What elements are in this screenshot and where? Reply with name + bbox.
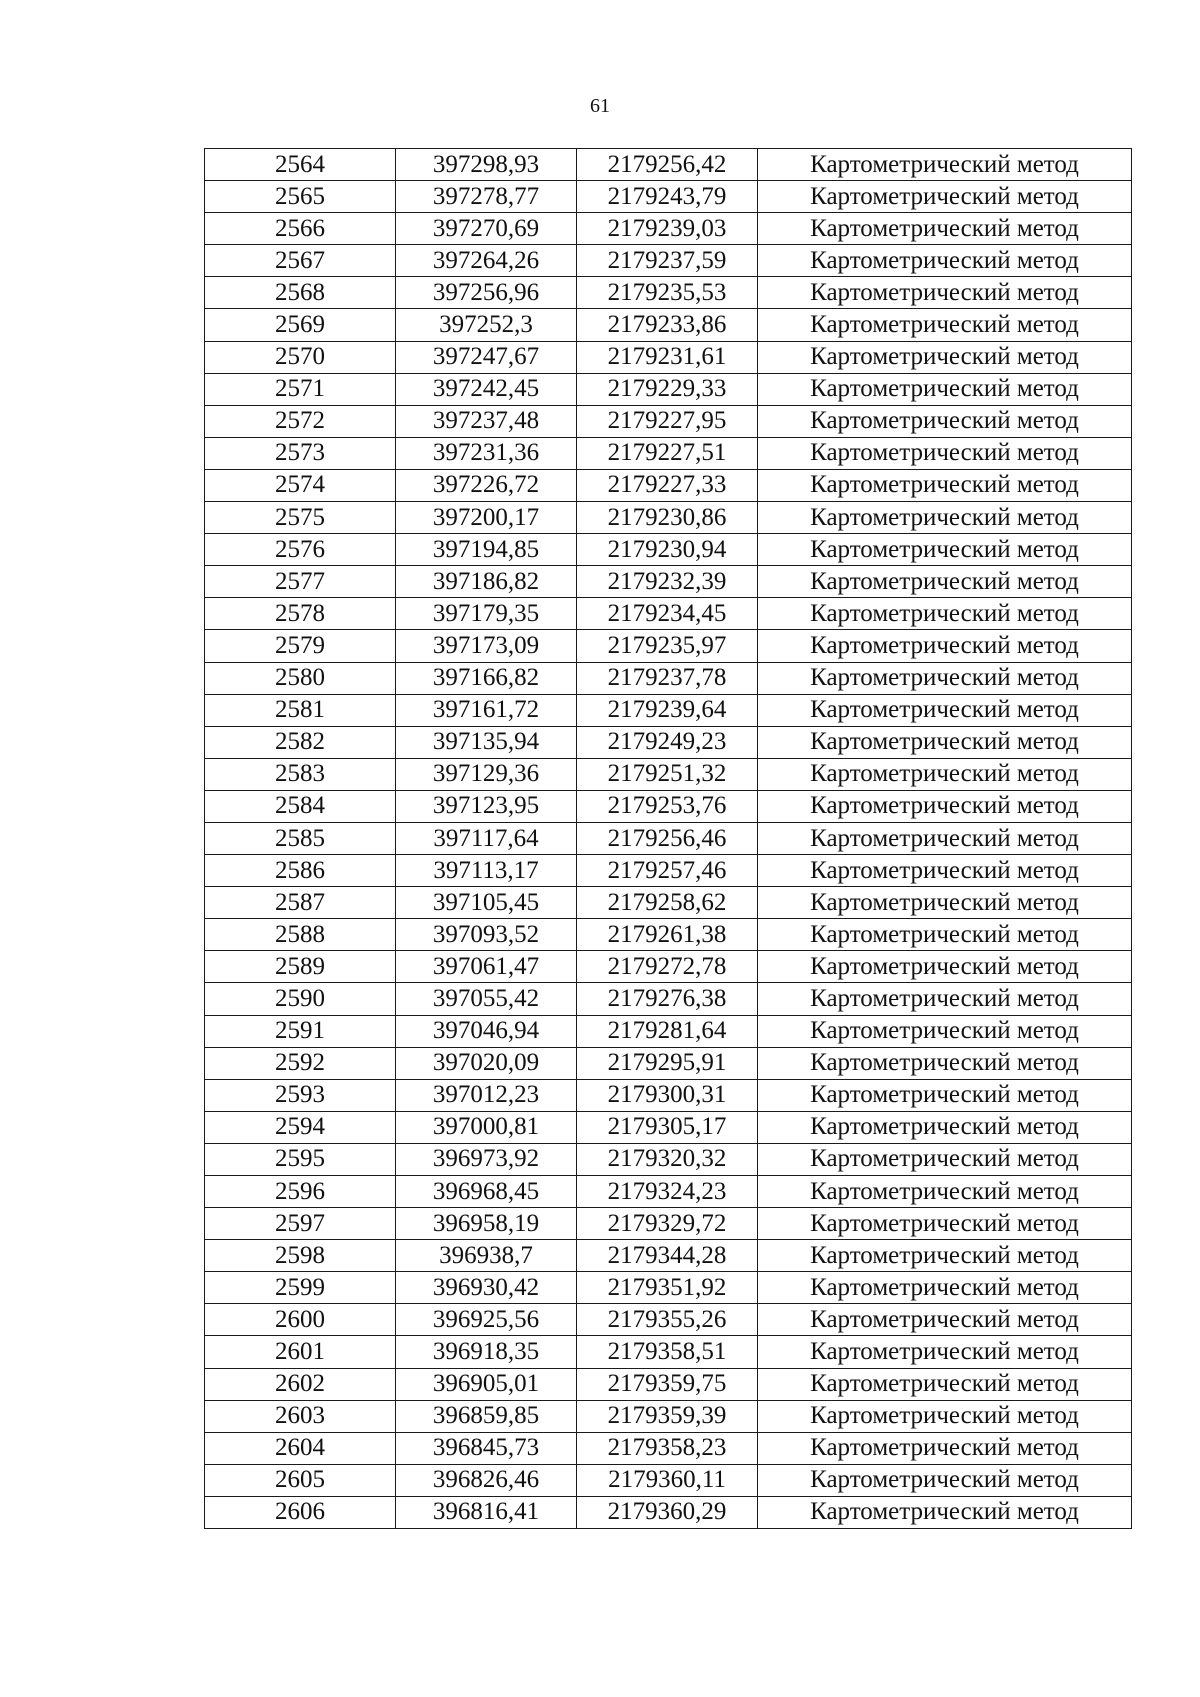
method-cell: Картометрический метод	[758, 1111, 1132, 1143]
method-cell: Картометрический метод	[758, 887, 1132, 919]
point-number-cell: 2593	[205, 1079, 396, 1111]
y-coordinate-cell: 2179256,42	[577, 149, 758, 181]
y-coordinate-cell: 2179324,23	[577, 1176, 758, 1208]
table-row	[205, 1464, 1132, 1496]
x-coordinate-cell: 397000,81	[396, 1111, 577, 1143]
method-cell: Картометрический метод	[758, 919, 1132, 951]
point-number-cell: 2603	[205, 1400, 396, 1432]
table-row	[205, 373, 1132, 405]
y-coordinate-cell: 2179276,38	[577, 983, 758, 1015]
method-cell: Картометрический метод	[758, 245, 1132, 277]
x-coordinate-cell: 397135,94	[396, 726, 577, 758]
x-coordinate-cell: 396968,45	[396, 1176, 577, 1208]
method-cell: Картометрический метод	[758, 469, 1132, 501]
y-coordinate-cell: 2179227,95	[577, 405, 758, 437]
y-coordinate-cell: 2179359,39	[577, 1400, 758, 1432]
table-row	[205, 887, 1132, 919]
point-number-cell: 2572	[205, 405, 396, 437]
y-coordinate-cell: 2179232,39	[577, 566, 758, 598]
x-coordinate-cell: 396905,01	[396, 1368, 577, 1400]
table-row	[205, 405, 1132, 437]
point-number-cell: 2588	[205, 919, 396, 951]
y-coordinate-cell: 2179358,51	[577, 1336, 758, 1368]
point-number-cell: 2592	[205, 1047, 396, 1079]
method-cell: Картометрический метод	[758, 790, 1132, 822]
table-row	[205, 598, 1132, 630]
point-number-cell: 2598	[205, 1240, 396, 1272]
x-coordinate-cell: 397061,47	[396, 951, 577, 983]
method-cell: Картометрический метод	[758, 855, 1132, 887]
method-cell: Картометрический метод	[758, 694, 1132, 726]
point-number-cell: 2591	[205, 1015, 396, 1047]
y-coordinate-cell: 2179230,94	[577, 534, 758, 566]
point-number-cell: 2569	[205, 309, 396, 341]
x-coordinate-cell: 397200,17	[396, 502, 577, 534]
x-coordinate-cell: 396930,42	[396, 1272, 577, 1304]
y-coordinate-cell: 2179360,29	[577, 1496, 758, 1528]
page-number: 61	[590, 95, 610, 117]
x-coordinate-cell: 397270,69	[396, 213, 577, 245]
table-row	[205, 245, 1132, 277]
x-coordinate-cell: 397237,48	[396, 405, 577, 437]
x-coordinate-cell: 396816,41	[396, 1496, 577, 1528]
x-coordinate-cell: 396859,85	[396, 1400, 577, 1432]
method-cell: Картометрический метод	[758, 405, 1132, 437]
method-cell: Картометрический метод	[758, 598, 1132, 630]
point-number-cell: 2595	[205, 1143, 396, 1175]
method-cell: Картометрический метод	[758, 951, 1132, 983]
x-coordinate-cell: 397247,67	[396, 341, 577, 373]
x-coordinate-cell: 397298,93	[396, 149, 577, 181]
x-coordinate-cell: 396925,56	[396, 1304, 577, 1336]
x-coordinate-cell: 397105,45	[396, 887, 577, 919]
method-cell: Картометрический метод	[758, 1176, 1132, 1208]
point-number-cell: 2566	[205, 213, 396, 245]
point-number-cell: 2573	[205, 437, 396, 469]
method-cell: Картометрический метод	[758, 277, 1132, 309]
table-row	[205, 437, 1132, 469]
table-row	[205, 469, 1132, 501]
y-coordinate-cell: 2179239,64	[577, 694, 758, 726]
y-coordinate-cell: 2179358,23	[577, 1432, 758, 1464]
table-row	[205, 1111, 1132, 1143]
point-number-cell: 2576	[205, 534, 396, 566]
y-coordinate-cell: 2179359,75	[577, 1368, 758, 1400]
method-cell: Картометрический метод	[758, 373, 1132, 405]
table-row	[205, 662, 1132, 694]
point-number-cell: 2575	[205, 502, 396, 534]
y-coordinate-cell: 2179233,86	[577, 309, 758, 341]
point-number-cell: 2590	[205, 983, 396, 1015]
x-coordinate-cell: 397226,72	[396, 469, 577, 501]
point-number-cell: 2596	[205, 1176, 396, 1208]
table-row	[205, 502, 1132, 534]
x-coordinate-cell: 397012,23	[396, 1079, 577, 1111]
x-coordinate-cell: 396938,7	[396, 1240, 577, 1272]
y-coordinate-cell: 2179305,17	[577, 1111, 758, 1143]
method-cell: Картометрический метод	[758, 1272, 1132, 1304]
point-number-cell: 2604	[205, 1432, 396, 1464]
method-cell: Картометрический метод	[758, 1208, 1132, 1240]
table-row	[205, 919, 1132, 951]
table-row	[205, 694, 1132, 726]
x-coordinate-cell: 397264,26	[396, 245, 577, 277]
table-row	[205, 1272, 1132, 1304]
method-cell: Картометрический метод	[758, 1240, 1132, 1272]
table-row	[205, 855, 1132, 887]
point-number-cell: 2584	[205, 790, 396, 822]
table-row	[205, 726, 1132, 758]
point-number-cell: 2586	[205, 855, 396, 887]
method-cell: Картометрический метод	[758, 1368, 1132, 1400]
point-number-cell: 2565	[205, 181, 396, 213]
x-coordinate-cell: 396845,73	[396, 1432, 577, 1464]
x-coordinate-cell: 397046,94	[396, 1015, 577, 1047]
point-number-cell: 2583	[205, 758, 396, 790]
point-number-cell: 2585	[205, 822, 396, 854]
y-coordinate-cell: 2179243,79	[577, 181, 758, 213]
y-coordinate-cell: 2179231,61	[577, 341, 758, 373]
x-coordinate-cell: 397242,45	[396, 373, 577, 405]
x-coordinate-cell: 397256,96	[396, 277, 577, 309]
point-number-cell: 2578	[205, 598, 396, 630]
table-row	[205, 213, 1132, 245]
point-number-cell: 2581	[205, 694, 396, 726]
y-coordinate-cell: 2179234,45	[577, 598, 758, 630]
table-row	[205, 181, 1132, 213]
point-number-cell: 2564	[205, 149, 396, 181]
y-coordinate-cell: 2179360,11	[577, 1464, 758, 1496]
point-number-cell: 2587	[205, 887, 396, 919]
method-cell: Картометрический метод	[758, 309, 1132, 341]
x-coordinate-cell: 397161,72	[396, 694, 577, 726]
point-number-cell: 2577	[205, 566, 396, 598]
point-number-cell: 2574	[205, 469, 396, 501]
y-coordinate-cell: 2179344,28	[577, 1240, 758, 1272]
y-coordinate-cell: 2179329,72	[577, 1208, 758, 1240]
y-coordinate-cell: 2179281,64	[577, 1015, 758, 1047]
table-row	[205, 149, 1132, 181]
method-cell: Картометрический метод	[758, 437, 1132, 469]
x-coordinate-cell: 397252,3	[396, 309, 577, 341]
table-row	[205, 1368, 1132, 1400]
x-coordinate-cell: 397166,82	[396, 662, 577, 694]
table-row	[205, 309, 1132, 341]
y-coordinate-cell: 2179235,97	[577, 630, 758, 662]
method-cell: Картометрический метод	[758, 1496, 1132, 1528]
y-coordinate-cell: 2179320,32	[577, 1143, 758, 1175]
table-row	[205, 758, 1132, 790]
y-coordinate-cell: 2179261,38	[577, 919, 758, 951]
y-coordinate-cell: 2179351,92	[577, 1272, 758, 1304]
table-row	[205, 534, 1132, 566]
method-cell: Картометрический метод	[758, 149, 1132, 181]
x-coordinate-cell: 396826,46	[396, 1464, 577, 1496]
y-coordinate-cell: 2179257,46	[577, 855, 758, 887]
x-coordinate-cell: 397194,85	[396, 534, 577, 566]
method-cell: Картометрический метод	[758, 822, 1132, 854]
y-coordinate-cell: 2179272,78	[577, 951, 758, 983]
method-cell: Картометрический метод	[758, 1432, 1132, 1464]
table-row	[205, 1176, 1132, 1208]
y-coordinate-cell: 2179251,32	[577, 758, 758, 790]
y-coordinate-cell: 2179239,03	[577, 213, 758, 245]
point-number-cell: 2606	[205, 1496, 396, 1528]
x-coordinate-cell: 397093,52	[396, 919, 577, 951]
table-row	[205, 1400, 1132, 1432]
table-row	[205, 1015, 1132, 1047]
x-coordinate-cell: 397117,64	[396, 822, 577, 854]
point-number-cell: 2582	[205, 726, 396, 758]
table-row	[205, 1143, 1132, 1175]
table-row	[205, 1432, 1132, 1464]
point-number-cell: 2605	[205, 1464, 396, 1496]
x-coordinate-cell: 397231,36	[396, 437, 577, 469]
method-cell: Картометрический метод	[758, 726, 1132, 758]
table-row	[205, 1240, 1132, 1272]
table-row	[205, 277, 1132, 309]
coordinates-table-body	[205, 149, 1132, 1529]
table-row	[205, 1336, 1132, 1368]
method-cell: Картометрический метод	[758, 1047, 1132, 1079]
method-cell: Картометрический метод	[758, 341, 1132, 373]
y-coordinate-cell: 2179256,46	[577, 822, 758, 854]
point-number-cell: 2600	[205, 1304, 396, 1336]
y-coordinate-cell: 2179230,86	[577, 502, 758, 534]
table-row	[205, 983, 1132, 1015]
table-row	[205, 1208, 1132, 1240]
point-number-cell: 2568	[205, 277, 396, 309]
table-row	[205, 951, 1132, 983]
table-row	[205, 790, 1132, 822]
y-coordinate-cell: 2179300,31	[577, 1079, 758, 1111]
point-number-cell: 2579	[205, 630, 396, 662]
method-cell: Картометрический метод	[758, 662, 1132, 694]
point-number-cell: 2571	[205, 373, 396, 405]
point-number-cell: 2602	[205, 1368, 396, 1400]
method-cell: Картометрический метод	[758, 1336, 1132, 1368]
y-coordinate-cell: 2179258,62	[577, 887, 758, 919]
table-row	[205, 1304, 1132, 1336]
y-coordinate-cell: 2179227,33	[577, 469, 758, 501]
point-number-cell: 2599	[205, 1272, 396, 1304]
point-number-cell: 2580	[205, 662, 396, 694]
method-cell: Картометрический метод	[758, 1015, 1132, 1047]
table-row	[205, 1047, 1132, 1079]
table-row	[205, 630, 1132, 662]
x-coordinate-cell: 397123,95	[396, 790, 577, 822]
point-number-cell: 2601	[205, 1336, 396, 1368]
y-coordinate-cell: 2179237,78	[577, 662, 758, 694]
method-cell: Картометрический метод	[758, 983, 1132, 1015]
x-coordinate-cell: 397278,77	[396, 181, 577, 213]
method-cell: Картометрический метод	[758, 181, 1132, 213]
y-coordinate-cell: 2179229,33	[577, 373, 758, 405]
point-number-cell: 2570	[205, 341, 396, 373]
method-cell: Картометрический метод	[758, 1304, 1132, 1336]
y-coordinate-cell: 2179295,91	[577, 1047, 758, 1079]
method-cell: Картометрический метод	[758, 566, 1132, 598]
y-coordinate-cell: 2179355,26	[577, 1304, 758, 1336]
x-coordinate-cell: 396958,19	[396, 1208, 577, 1240]
table-row	[205, 566, 1132, 598]
point-number-cell: 2594	[205, 1111, 396, 1143]
method-cell: Картометрический метод	[758, 630, 1132, 662]
x-coordinate-cell: 397129,36	[396, 758, 577, 790]
method-cell: Картометрический метод	[758, 758, 1132, 790]
x-coordinate-cell: 397179,35	[396, 598, 577, 630]
table-row	[205, 1496, 1132, 1528]
x-coordinate-cell: 397055,42	[396, 983, 577, 1015]
method-cell: Картометрический метод	[758, 1400, 1132, 1432]
x-coordinate-cell: 396973,92	[396, 1143, 577, 1175]
method-cell: Картометрический метод	[758, 1079, 1132, 1111]
coordinates-table	[204, 148, 1132, 1529]
y-coordinate-cell: 2179249,23	[577, 726, 758, 758]
method-cell: Картометрический метод	[758, 502, 1132, 534]
x-coordinate-cell: 396918,35	[396, 1336, 577, 1368]
point-number-cell: 2589	[205, 951, 396, 983]
y-coordinate-cell: 2179227,51	[577, 437, 758, 469]
table-row	[205, 341, 1132, 373]
table-row	[205, 822, 1132, 854]
table-row	[205, 1079, 1132, 1111]
x-coordinate-cell: 397113,17	[396, 855, 577, 887]
point-number-cell: 2567	[205, 245, 396, 277]
x-coordinate-cell: 397186,82	[396, 566, 577, 598]
y-coordinate-cell: 2179235,53	[577, 277, 758, 309]
method-cell: Картометрический метод	[758, 213, 1132, 245]
point-number-cell: 2597	[205, 1208, 396, 1240]
method-cell: Картометрический метод	[758, 1143, 1132, 1175]
x-coordinate-cell: 397020,09	[396, 1047, 577, 1079]
x-coordinate-cell: 397173,09	[396, 630, 577, 662]
y-coordinate-cell: 2179237,59	[577, 245, 758, 277]
y-coordinate-cell: 2179253,76	[577, 790, 758, 822]
method-cell: Картометрический метод	[758, 534, 1132, 566]
method-cell: Картометрический метод	[758, 1464, 1132, 1496]
